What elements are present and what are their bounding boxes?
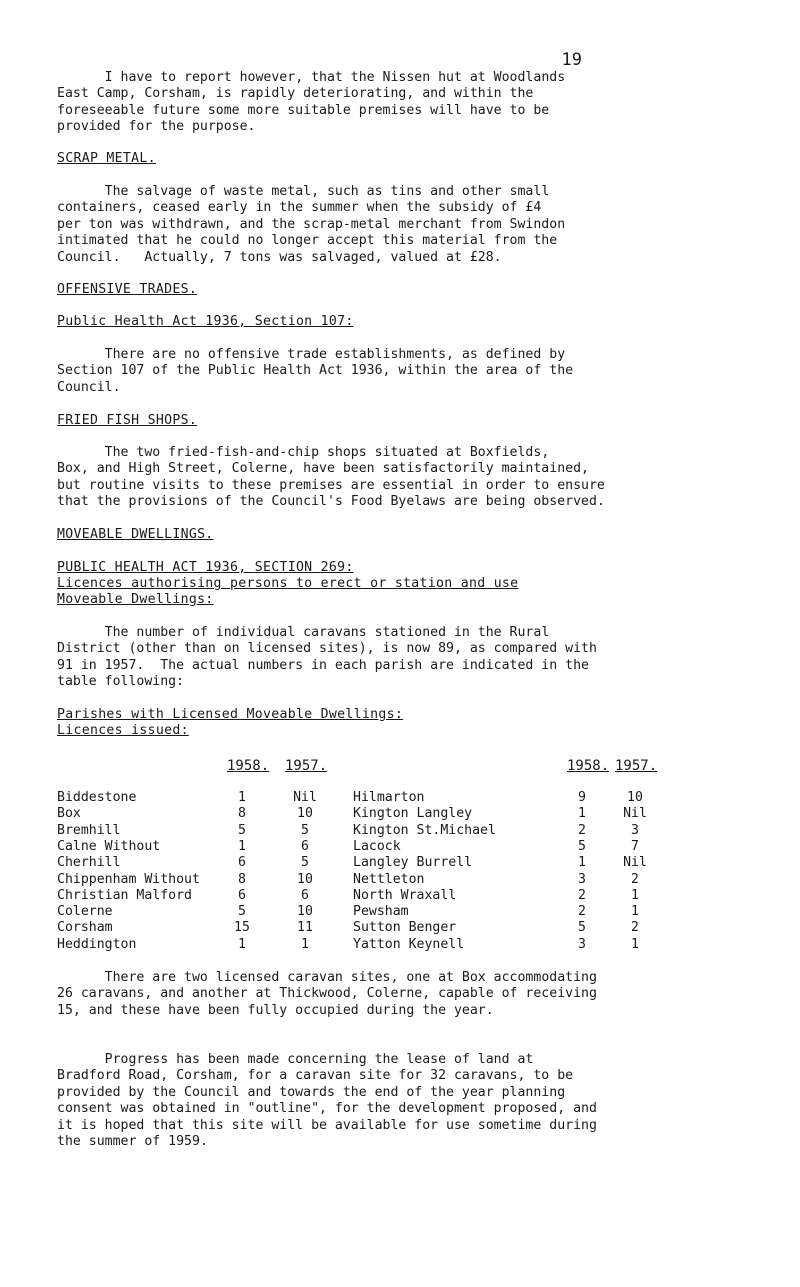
parish-name: North Wraxall <box>353 887 457 903</box>
scrap-metal-paragraph: The salvage of waste metal, such as tins and other small containers, ceased early in the summer when the subsidy of £4 per ton was withdrawn, and the scrap-metal merchant from Swindon intimated that he could no longer accept this material from the Council. Actually, 7 tons was salvaged, valued at £28. <box>57 184 566 265</box>
offensive-trades-paragraph: There are no offensive trade establishments, as defined by Section 107 of the Public Health Act 1936, within the area of the Council. <box>57 347 574 395</box>
value-1958: 8 <box>238 806 246 822</box>
parish-name: Kington Langley <box>353 806 473 822</box>
parish-name: Colerne <box>57 904 113 920</box>
value-1958: 1 <box>238 838 246 854</box>
value-1958: 1 <box>238 936 246 952</box>
value-1957: 2 <box>631 920 639 936</box>
parish-name: Biddestone <box>57 790 137 805</box>
parish-name: Cherhill <box>57 855 121 871</box>
value-1957: 1 <box>631 887 639 903</box>
intro-paragraph: I have to report however, that the Nissen hut at Woodlands East Camp, Corsham, is rapidly deteriorating, and within the foreseeable future some more suitable premises will have to be provided for the purpose. <box>57 70 566 135</box>
value-1958: 5 <box>238 904 246 920</box>
value-1958: 6 <box>238 855 246 871</box>
page-number: 19 <box>561 50 582 70</box>
value-1957: 5 <box>301 822 309 838</box>
value-1958: 2 <box>578 904 586 920</box>
value-1957: 6 <box>301 838 309 854</box>
value-1958: 15 <box>234 920 250 936</box>
table-row <box>57 790 777 806</box>
value-1958: 3 <box>578 936 586 952</box>
parish-name: Chippenham Without <box>57 871 200 887</box>
moveable-dwellings-subheading: Moveable Dwellings: <box>57 592 214 607</box>
value-1958: 6 <box>238 887 246 903</box>
parish-name: Langley Burrell <box>353 855 473 871</box>
table-row <box>57 904 777 920</box>
value-1958: 5 <box>578 838 586 854</box>
right-year-1957-header: 1957. <box>615 758 658 774</box>
value-1958: 2 <box>578 887 586 903</box>
value-1957: 2 <box>631 871 639 887</box>
value-1957: 3 <box>631 822 639 838</box>
left-year-1957-header: 1957. <box>285 758 328 774</box>
table-row <box>57 920 777 936</box>
value-1957: 10 <box>297 904 313 920</box>
offensive-trades-heading: OFFENSIVE TRADES. <box>57 282 198 297</box>
parish-name: Calne Without <box>57 838 161 854</box>
value-1958: 1 <box>578 806 586 822</box>
table-row <box>57 872 777 888</box>
value-1957: 1 <box>631 904 639 920</box>
parish-name: Lacock <box>353 838 401 854</box>
parish-name: Hilmarton <box>353 790 425 805</box>
parish-name: Box <box>57 806 81 822</box>
table-row <box>57 855 777 871</box>
parish-name: Corsham <box>57 920 113 936</box>
value-1957: 10 <box>627 790 643 805</box>
value-1957: 11 <box>297 920 313 936</box>
value-1958: 1 <box>578 855 586 871</box>
value-1957: Nil <box>623 806 647 822</box>
parish-name: Pewsham <box>353 904 409 920</box>
parish-name: Bremhill <box>57 822 121 838</box>
table-row <box>57 888 777 904</box>
table-heading-licences: Licences issued: <box>57 723 189 738</box>
moveable-act-subheading: PUBLIC HEALTH ACT 1936, SECTION 269: <box>57 560 354 575</box>
fried-fish-paragraph: The two fried-fish-and-chip shops situated at Boxfields, Box, and High Street, Colerne, have been satisfactorily maintained, but routine visits to these premises are essential in order to ensure that the provisions of the Council's Food Byelaws are being observed. <box>57 445 605 510</box>
value-1957: 1 <box>631 936 639 952</box>
value-1957: 6 <box>301 887 309 903</box>
value-1957: 10 <box>297 806 313 822</box>
parish-name: Sutton Benger <box>353 920 457 936</box>
moveable-dwellings-heading: MOVEABLE DWELLINGS. <box>57 527 214 542</box>
value-1958: 3 <box>578 871 586 887</box>
table-row <box>57 937 777 953</box>
table-row <box>57 839 777 855</box>
parish-name: Yatton Keynell <box>353 936 465 952</box>
moveable-licences-subheading: Licences authorising persons to erect or station and use <box>57 576 519 591</box>
scrap-metal-heading: SCRAP METAL. <box>57 151 156 166</box>
parish-name: Christian Malford <box>57 887 192 903</box>
value-1957: Nil <box>623 855 647 871</box>
value-1957: Nil <box>293 790 317 805</box>
progress-paragraph: Progress has been made concerning the lease of land at Bradford Road, Corsham, for a caravan site for 32 caravans, to be provided by the Council and towards the end of the year planning consent was obtained in "outline", for the development proposed, and it is hoped that this site will be available for use sometime during the summer of 1959. <box>57 1052 597 1150</box>
value-1958: 9 <box>578 790 586 805</box>
table-heading-parishes: Parishes with Licensed Moveable Dwellings: <box>57 707 404 722</box>
moveable-dwellings-paragraph: The number of individual caravans stationed in the Rural District (other than on licensed sites), is now 89, as compared with 91 in 1957. The actual numbers in each parish are indicated in the table following: <box>57 625 597 690</box>
table-row <box>57 806 777 822</box>
parish-name: Nettleton <box>353 871 425 887</box>
value-1958: 5 <box>578 920 586 936</box>
value-1958: 5 <box>238 822 246 838</box>
value-1958: 2 <box>578 822 586 838</box>
left-year-1958-header: 1958. <box>227 758 270 774</box>
fried-fish-heading: FRIED FISH SHOPS. <box>57 413 198 428</box>
value-1957: 7 <box>631 838 639 854</box>
offensive-trades-subheading: Public Health Act 1936, Section 107: <box>57 314 354 329</box>
table-row <box>57 823 777 839</box>
parish-name: Heddington <box>57 936 137 952</box>
value-1957: 5 <box>301 855 309 871</box>
right-year-1958-header: 1958. <box>567 758 610 774</box>
value-1958: 1 <box>238 790 246 805</box>
value-1958: 8 <box>238 871 246 887</box>
caravan-sites-paragraph: There are two licensed caravan sites, one at Box accommodating 26 caravans, and another at Thickwood, Colerne, capable of receiving 15, and these have been fully occupied during the year. <box>57 970 597 1018</box>
value-1957: 1 <box>301 936 309 952</box>
parish-name: Kington St.Michael <box>353 822 496 838</box>
value-1957: 10 <box>297 871 313 887</box>
